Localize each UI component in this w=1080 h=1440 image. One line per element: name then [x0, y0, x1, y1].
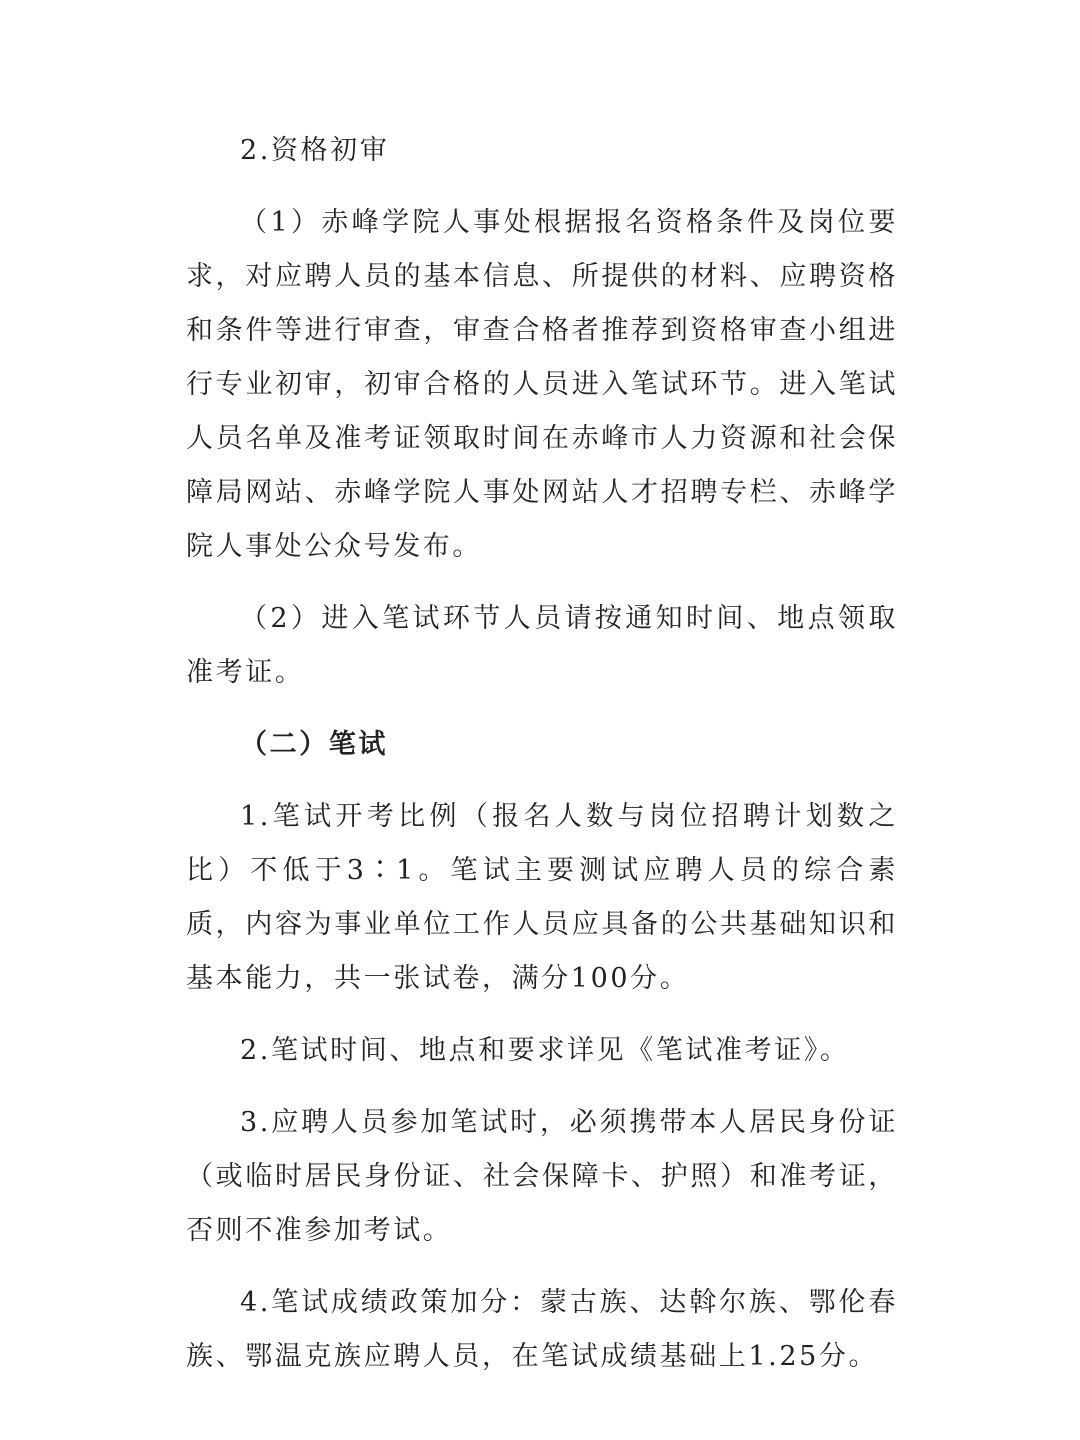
paragraph-exam-ratio: 1.笔试开考比例（报名人数与岗位招聘计划数之比）不低于3∶1。笔试主要测试应聘人员的综合素质，内容为事业单位工作人员应具备的公共基础知识和基本能力，共一张试卷，满分100分。	[186, 801, 898, 994]
paragraph-policy-bonus: 4.笔试成绩政策加分：蒙古族、达斡尔族、鄂伦春族、鄂温克族应聘人员，在笔试成绩基础上1.25分。	[186, 1287, 898, 1372]
paragraph-exam-time-place: 2.笔试时间、地点和要求详见《笔试准考证》。	[240, 1035, 850, 1066]
document-body	[186, 124, 898, 1384]
paragraph-exam-id-requirement: 3.应聘人员参加笔试时，必须携带本人居民身份证（或临时居民身份证、社会保障卡、护照）和准考证，否则不准参加考试。	[186, 1107, 898, 1246]
paragraph-review-process: （1）赤峰学院人事处根据报名资格条件及岗位要求，对应聘人员的基本信息、所提供的材料、应聘资格和条件等进行审查，审查合格者推荐到资格审查小组进行专业初审，初审合格的人员进入笔试环节。进入笔试人员名单及准考证领取时间在赤峰市人力资源和社会保障局网站、赤峰学院人事处网站人才招聘专栏、赤峰学院人事处公众号发布。	[186, 207, 898, 562]
section-heading-qualification-review: 2.资格初审	[240, 135, 390, 166]
paragraph-admission-ticket: （2）进入笔试环节人员请按通知时间、地点领取准考证。	[186, 603, 898, 688]
section-heading-written-exam: （二）笔试	[240, 729, 388, 760]
